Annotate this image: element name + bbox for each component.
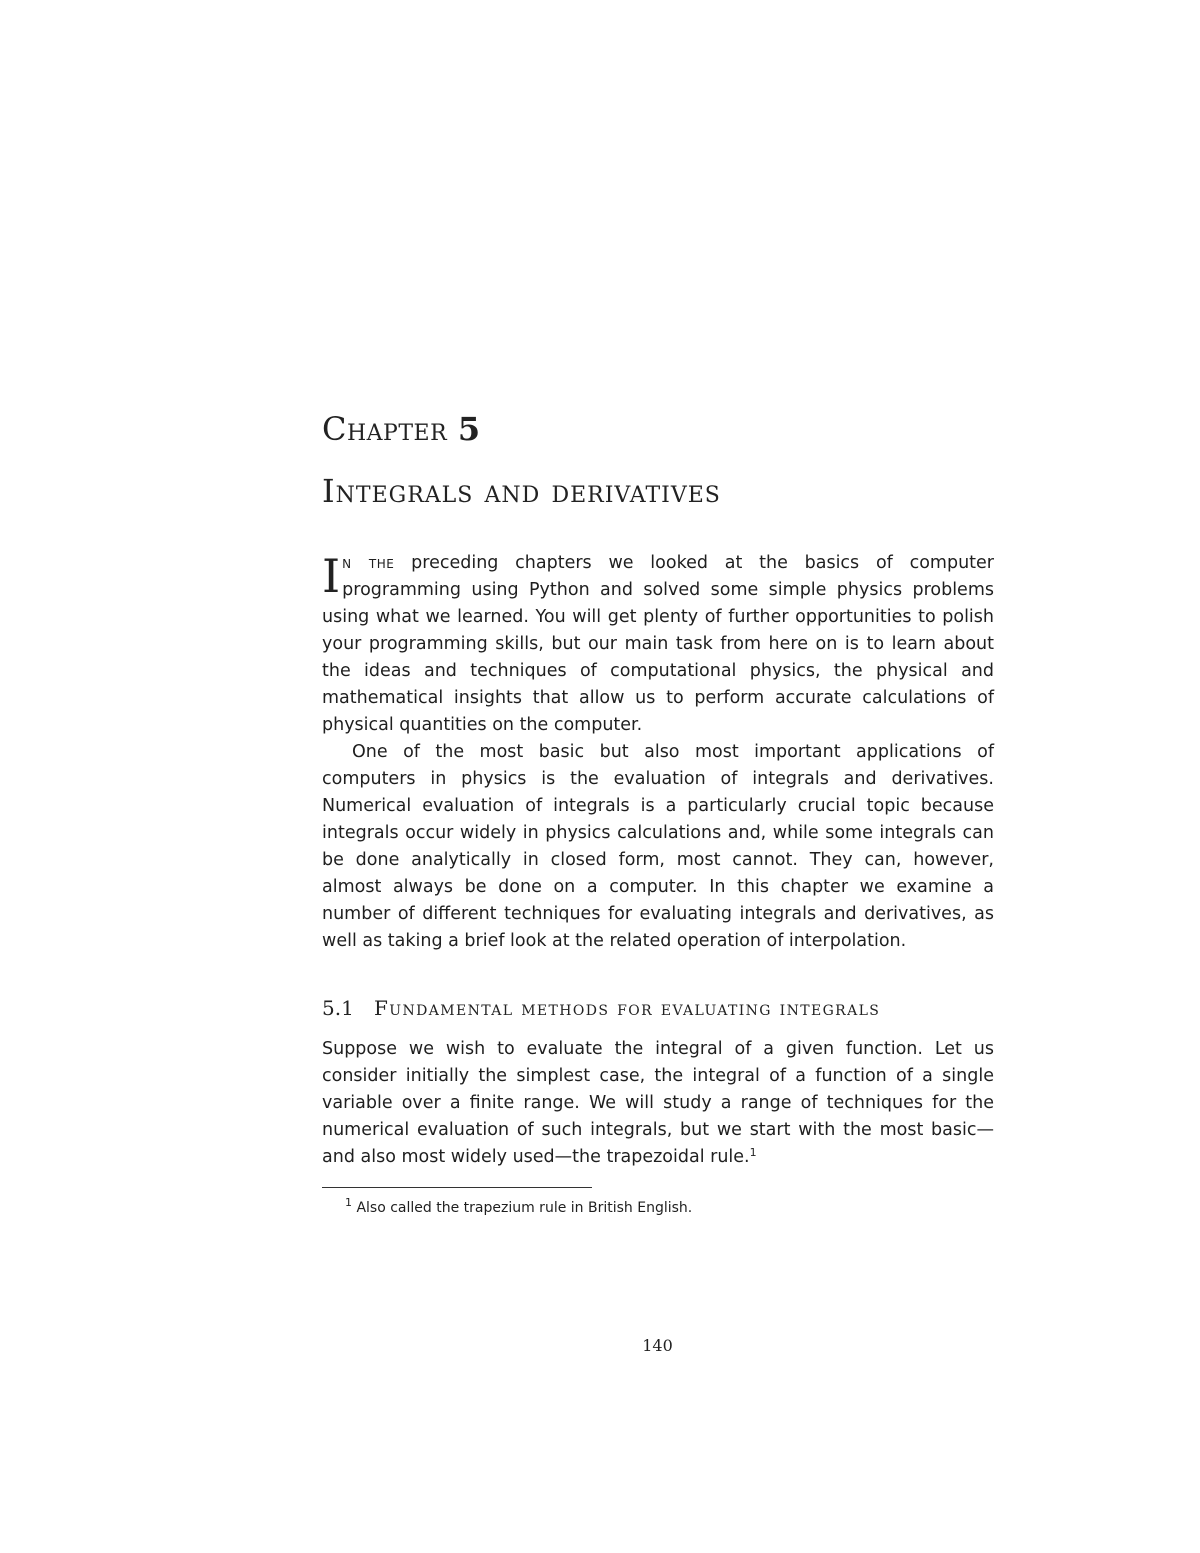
footnote: [345, 1196, 693, 1216]
chapter-word: Chapter: [322, 410, 448, 448]
section-body: [322, 1036, 994, 1171]
section-paragraph-text: Suppose we wish to evaluate the integral of a given function. Let us consider initially the simplest case, the integral of a function of a single variable over a finite range. We will study a range of techniques for the numerical evaluation of such integrals, but we start with the most basic—and also most widely used—the trapezoidal rule.: [322, 1039, 994, 1167]
intro-paragraph-1: [322, 550, 994, 739]
intro-paragraph-2: One of the most basic but also most important applications of computers in physics is the evaluation of integrals and derivatives. Numerical evaluation of integrals is a particularly crucial topic because integrals occur widely in physics calculations and, while some integrals can be done analytically in closed form, most cannot. They can, however, almost always be done on a computer. In this chapter we examine a number of different techniques for evaluating integrals and derivatives, as well as taking a brief look at the related operation of interpolation.: [322, 742, 994, 951]
intro-paragraph-1-text: preceding chapters we looked at the basics of computer programming using Python and solved some simple physics problems using what we learned. You will get plenty of further opportunities to polish your programming skills, but our main task from here on is to learn about the ideas and techniques of computational physics, the physical and mathematical insights that allow us to perform accurate calculations of physical quantities on the computer.: [322, 553, 994, 735]
lead-small-caps: n the: [342, 553, 395, 573]
section-number: 5.1: [322, 996, 354, 1020]
page-number: 140: [642, 1336, 673, 1355]
footnote-text: Also called the trapezium rule in British English.: [356, 1200, 693, 1216]
chapter-number: 5: [457, 410, 481, 448]
footnote-mark: 1: [345, 1196, 352, 1209]
section-paragraph: [322, 1036, 994, 1171]
footnote-reference[interactable]: 1: [749, 1146, 757, 1159]
chapter-title: Integrals and derivatives: [322, 472, 721, 510]
section-heading: [322, 996, 880, 1020]
intro-section: [322, 550, 994, 955]
section-title: Fundamental methods for evaluating integrals: [374, 996, 881, 1020]
chapter-label: [322, 410, 481, 448]
footnote-divider: [322, 1187, 592, 1188]
drop-cap: I: [322, 549, 341, 603]
